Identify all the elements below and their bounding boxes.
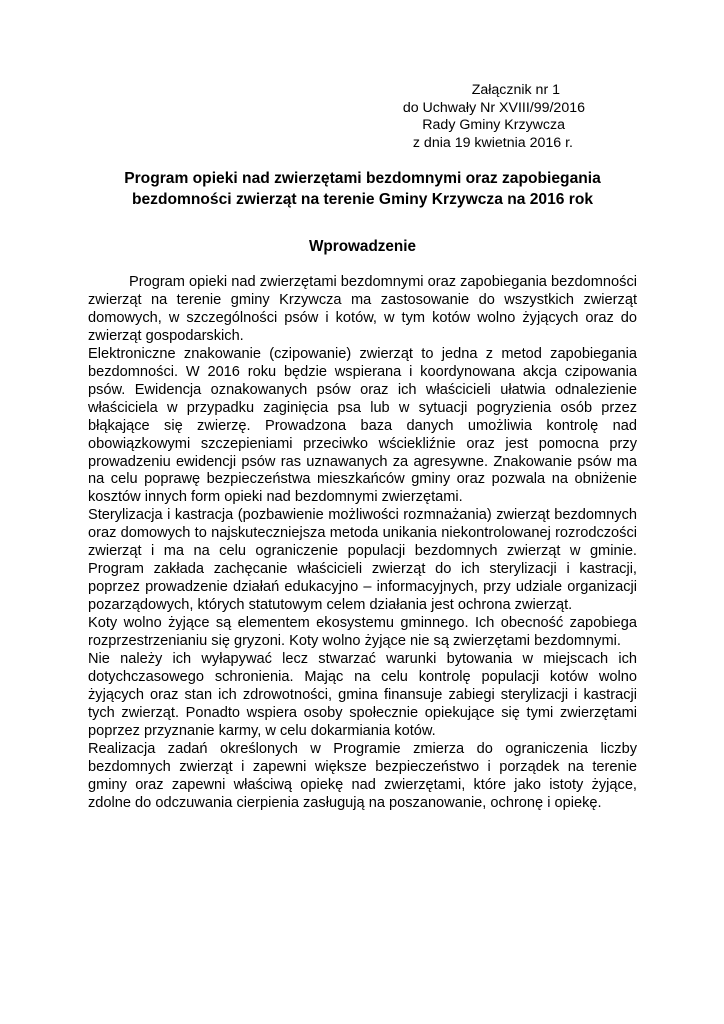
resolution-number: do Uchwały Nr XVIII/99/2016 [402,99,585,116]
resolution-date: z dnia 19 kwietnia 2016 r. [412,134,573,151]
paragraph-sterilization: Sterylizacja i kastracja (pozbawienie możliwości rozmnażania) zwierząt bezdomnych oraz domowych to najskuteczniejsza metoda unikania niekontrolowanej rozrodczości zwierząt i ma na celu ograniczenie populacji bezdomnych zwierząt w gminie. Program zakłada zachęcanie właścicieli zwierząt do ich sterylizacji i kastracji, poprzez prowadzenie działań edukacyjno – informacyjnych, przy udziale organizacji pozarządowych, których statutowym celem działania jest ochrona zwierząt. [88,507,637,614]
document-title [88,169,637,210]
paragraph-chipping: Elektroniczne znakowanie (czipowanie) zwierząt to jedna z metod zapobiegania bezdomności. W 2016 roku będzie wspierana i koordynowana akcja czipowania psów. Ewidencja oznakowanych psów oraz ich właścicieli ułatwia odnalezienie właściciela w przypadku zaginięcia psa lub w sytuacji pogryzienia osób przez błąkające się zwierzę. Prowadzona baza danych umożliwia kontrolę nad obowiązkowymi szczepieniami przeciwko wściekliźnie oraz jest pomocna przy prowadzeniu ewidencji psów ras uznawanych za agresywne. Znakowanie psów ma na celu poprawę bezpieczeństwa mieszkańców gminy oraz pozwala na obniżenie kosztów innych form opieki nad bezdomnymi zwierzętami. [88,345,637,506]
annex-number: Załącznik nr 1 [471,82,560,98]
paragraph-free-living-cats: Koty wolno żyjące są elementem ekosystemu gminnego. Ich obecność zapobiega rozprzestrzenianiu się gryzoni. Koty wolno żyjące nie są zwierzętami bezdomnymi. [88,615,637,650]
document-title-line-2: bezdomności zwierząt na terenie Gminy Krzywcza na 2016 rok [131,190,594,208]
council-name: Rady Gminy Krzywcza [422,117,565,134]
paragraph-cat-care: Nie należy ich wyłapywać lecz stwarzać warunki bytowania w miejscach ich dotychczasowego schronienia. Mając na celu kontrolę populacji kotów wolno żyjących oraz stan ich zdrowotności, gmina finansuje zabiegi sterylizacji i kastracji tych zwierząt. Ponadto wspiera osoby społecznie opiekujące się tymi zwierzętami poprzez przyznanie karmy, w celu dokarmiania kotów. [88,651,637,739]
paragraph-program-goals: Realizacja zadań określonych w Programie zmierza do ograniczenia liczby bezdomnych zwierząt i zapewni większe bezpieczeństwo i porządek na terenie gminy oraz zapewni właściwą opiekę nad zwierzętami, które jako istoty żyjące, zdolne do odczuwania cierpienia zasługują na poszanowanie, ochronę i opiekę. [88,740,637,811]
annex-header [88,82,637,152]
document-title-line-1: Program opieki nad zwierzętami bezdomnymi oraz zapobiegania [124,170,601,187]
section-heading: Wprowadzenie [308,238,417,255]
paragraph-scope: Program opieki nad zwierzętami bezdomnymi oraz zapobiegania bezdomności zwierząt na terenie gminy Krzywcza ma zastosowanie do wszystkich zwierząt domowych, w szczególności psów i kotów, w tym kotów wolno żyjących oraz do zwierząt gospodarskich. [88,274,637,344]
document-body [88,274,637,813]
